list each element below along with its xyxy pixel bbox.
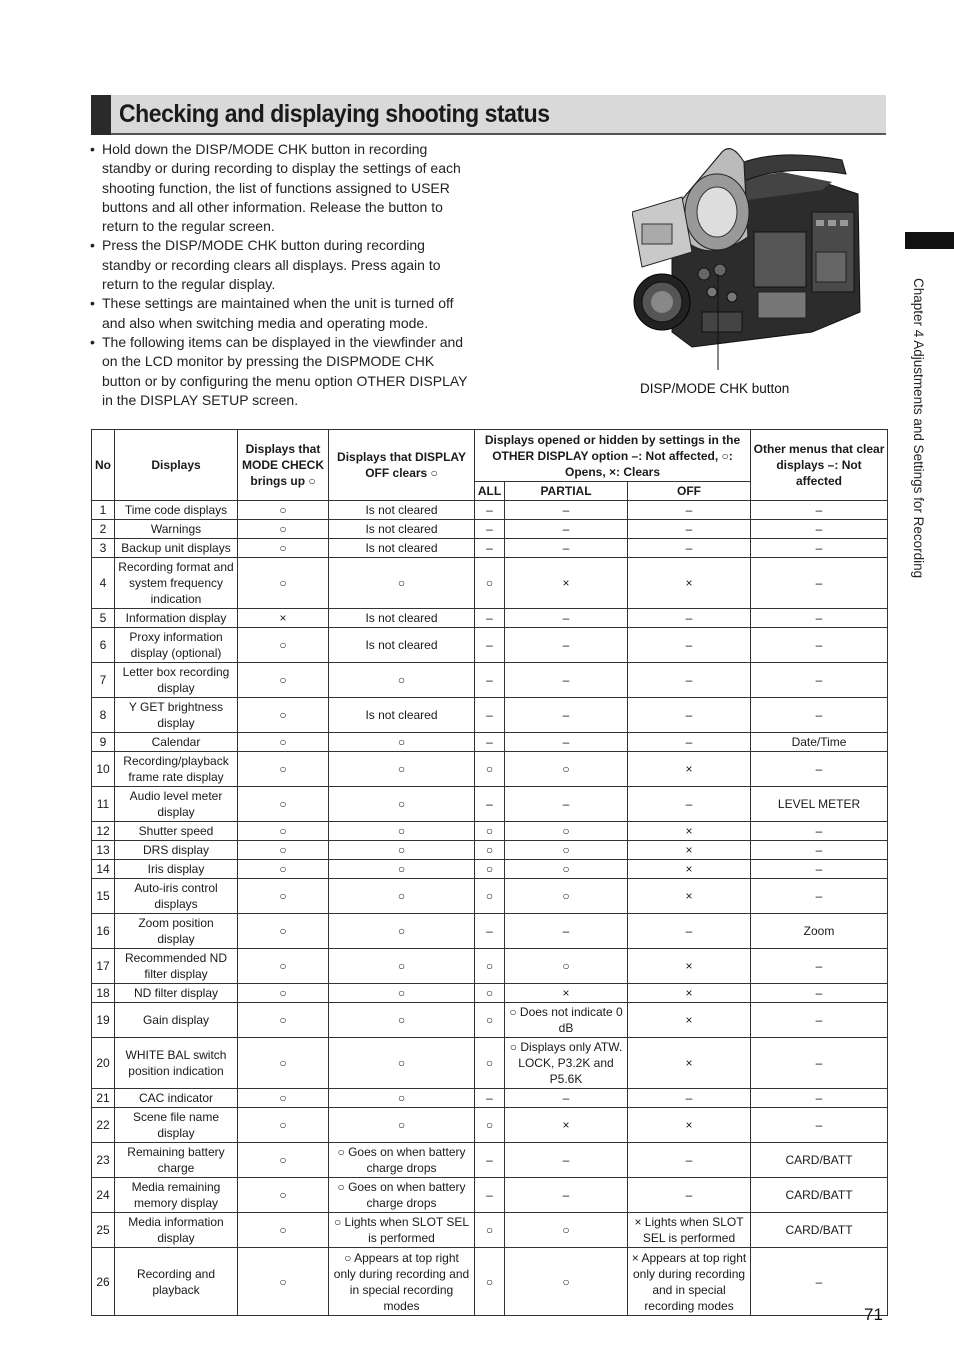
- cell-name: Audio level meter display: [115, 787, 238, 822]
- cell-other: –: [751, 1108, 888, 1143]
- cell-doff: ○: [329, 1003, 475, 1038]
- table-row: [92, 949, 888, 984]
- table-row: [92, 1089, 888, 1108]
- cell-doff: ○ Goes on when battery charge drops: [329, 1143, 475, 1178]
- cell-doff: ○: [329, 1038, 475, 1089]
- cell-all: ○: [475, 822, 505, 841]
- cell-no: 6: [92, 628, 115, 663]
- cell-partial: ×: [505, 984, 628, 1003]
- status-table: [91, 429, 888, 1316]
- table-row: [92, 860, 888, 879]
- cell-all: –: [475, 787, 505, 822]
- table-row: [92, 558, 888, 609]
- cell-all: ○: [475, 984, 505, 1003]
- table-row: [92, 1248, 888, 1316]
- cell-partial: –: [505, 1089, 628, 1108]
- cell-partial: ○ Does not indicate 0 dB: [505, 1003, 628, 1038]
- cell-other: –: [751, 752, 888, 787]
- cell-other: LEVEL METER: [751, 787, 888, 822]
- cell-name: Backup unit displays: [115, 539, 238, 558]
- cell-no: 11: [92, 787, 115, 822]
- cell-all: –: [475, 1143, 505, 1178]
- cell-doff: ○: [329, 841, 475, 860]
- cell-other: –: [751, 520, 888, 539]
- cell-partial: ○: [505, 841, 628, 860]
- cell-off: –: [628, 663, 751, 698]
- table-row: [92, 698, 888, 733]
- cell-partial: –: [505, 914, 628, 949]
- cell-other: –: [751, 860, 888, 879]
- cell-partial: ○: [505, 752, 628, 787]
- cell-name: Gain display: [115, 1003, 238, 1038]
- cell-other: –: [751, 1248, 888, 1316]
- cell-partial: ○: [505, 879, 628, 914]
- cell-other: CARD/BATT: [751, 1178, 888, 1213]
- cell-all: ○: [475, 860, 505, 879]
- cell-name: ND filter display: [115, 984, 238, 1003]
- header-display-off: Displays that DISPLAY OFF clears ○: [329, 430, 475, 501]
- title-marker: [91, 95, 111, 135]
- cell-partial: ○: [505, 822, 628, 841]
- cell-off: ×: [628, 860, 751, 879]
- cell-name: Recording format and system frequency indication: [115, 558, 238, 609]
- cell-mode: ○: [238, 822, 329, 841]
- cell-partial: ○: [505, 860, 628, 879]
- cell-mode: ○: [238, 787, 329, 822]
- table-row: [92, 609, 888, 628]
- cell-mode: ○: [238, 1178, 329, 1213]
- cell-doff: ○: [329, 822, 475, 841]
- bullet-item: • Press the DISP/MODE CHK button during recording standby or recording clears all displays. Press again to return to the regular display.: [90, 236, 470, 294]
- table-body: [92, 501, 888, 1316]
- cell-partial: –: [505, 539, 628, 558]
- cell-off: –: [628, 628, 751, 663]
- cell-doff: ○: [329, 663, 475, 698]
- cell-partial: ○: [505, 949, 628, 984]
- cell-mode: ○: [238, 628, 329, 663]
- cell-all: –: [475, 1178, 505, 1213]
- table-row: [92, 1108, 888, 1143]
- cell-doff: ○: [329, 914, 475, 949]
- cell-mode: ○: [238, 698, 329, 733]
- cell-off: –: [628, 733, 751, 752]
- cell-no: 1: [92, 501, 115, 520]
- cell-partial: ×: [505, 558, 628, 609]
- cell-no: 3: [92, 539, 115, 558]
- cell-all: ○: [475, 1248, 505, 1316]
- cell-no: 18: [92, 984, 115, 1003]
- table-row: [92, 984, 888, 1003]
- cell-doff: Is not cleared: [329, 501, 475, 520]
- header-no: No: [92, 430, 115, 501]
- cell-no: 13: [92, 841, 115, 860]
- cell-no: 2: [92, 520, 115, 539]
- cell-doff: ○: [329, 787, 475, 822]
- cell-off: –: [628, 520, 751, 539]
- chapter-side-label: Chapter 4 Adjustments and Settings for Recording: [911, 278, 926, 579]
- cell-mode: ○: [238, 1089, 329, 1108]
- cell-doff: Is not cleared: [329, 520, 475, 539]
- cell-mode: ○: [238, 520, 329, 539]
- cell-name: Information display: [115, 609, 238, 628]
- cell-off: ×: [628, 752, 751, 787]
- cell-partial: –: [505, 787, 628, 822]
- table-row: [92, 787, 888, 822]
- cell-name: CAC indicator: [115, 1089, 238, 1108]
- cell-no: 19: [92, 1003, 115, 1038]
- cell-name: Letter box recording display: [115, 663, 238, 698]
- cell-name: Y GET brightness display: [115, 698, 238, 733]
- instruction-list: [90, 140, 470, 410]
- cell-doff: ○ Goes on when battery charge drops: [329, 1178, 475, 1213]
- table-row: [92, 879, 888, 914]
- cell-name: Scene file name display: [115, 1108, 238, 1143]
- cell-all: –: [475, 1089, 505, 1108]
- cell-name: Time code displays: [115, 501, 238, 520]
- cell-mode: ○: [238, 914, 329, 949]
- cell-off: –: [628, 539, 751, 558]
- table-row: [92, 1178, 888, 1213]
- cell-doff: ○ Appears at top right only during recording and in special recording modes: [329, 1248, 475, 1316]
- cell-doff: ○: [329, 949, 475, 984]
- cell-mode: ○: [238, 860, 329, 879]
- cell-no: 5: [92, 609, 115, 628]
- cell-mode: ○: [238, 501, 329, 520]
- cell-all: ○: [475, 879, 505, 914]
- cell-all: ○: [475, 752, 505, 787]
- cell-all: –: [475, 663, 505, 698]
- cell-partial: –: [505, 609, 628, 628]
- cell-no: 21: [92, 1089, 115, 1108]
- cell-mode: ○: [238, 1003, 329, 1038]
- cell-off: –: [628, 914, 751, 949]
- cell-all: –: [475, 501, 505, 520]
- cell-partial: –: [505, 1143, 628, 1178]
- cell-partial: ○ Displays only ATW. LOCK, P3.2K and P5.6K: [505, 1038, 628, 1089]
- cell-name: Iris display: [115, 860, 238, 879]
- cell-other: –: [751, 698, 888, 733]
- cell-name: WHITE BAL switch position indication: [115, 1038, 238, 1089]
- cell-name: Recording/playback frame rate display: [115, 752, 238, 787]
- cell-no: 4: [92, 558, 115, 609]
- table-row: [92, 1003, 888, 1038]
- cell-all: –: [475, 539, 505, 558]
- cell-mode: ○: [238, 1108, 329, 1143]
- cell-all: –: [475, 520, 505, 539]
- cell-all: ○: [475, 1108, 505, 1143]
- cell-name: Auto-iris control displays: [115, 879, 238, 914]
- table-row: [92, 822, 888, 841]
- cell-off: ×: [628, 841, 751, 860]
- cell-doff: ○: [329, 1089, 475, 1108]
- cell-no: 16: [92, 914, 115, 949]
- figure-caption: DISP/MODE CHK button: [640, 381, 790, 396]
- cell-all: ○: [475, 949, 505, 984]
- cell-off: –: [628, 1143, 751, 1178]
- cell-no: 14: [92, 860, 115, 879]
- bullet-item: • The following items can be displayed in the viewfinder and on the LCD monitor by pressing the DISPMODE CHK button or by configuring the menu option OTHER DISPLAY in the DISPLAY SETUP screen.: [90, 333, 470, 410]
- cell-other: CARD/BATT: [751, 1143, 888, 1178]
- cell-doff: ○: [329, 1108, 475, 1143]
- cell-all: –: [475, 733, 505, 752]
- cell-off: –: [628, 1089, 751, 1108]
- cell-all: ○: [475, 1003, 505, 1038]
- cell-mode: ○: [238, 539, 329, 558]
- header-all: ALL: [475, 482, 505, 501]
- cell-off: ×: [628, 558, 751, 609]
- table-row: [92, 1038, 888, 1089]
- cell-all: –: [475, 628, 505, 663]
- cell-partial: –: [505, 733, 628, 752]
- cell-off: × Lights when SLOT SEL is performed: [628, 1213, 751, 1248]
- cell-other: CARD/BATT: [751, 1213, 888, 1248]
- cell-mode: ○: [238, 841, 329, 860]
- header-other-menus: Other menus that clear displays –: Not affected: [751, 430, 888, 501]
- cell-off: × Appears at top right only during recording and in special recording modes: [628, 1248, 751, 1316]
- cell-off: –: [628, 1178, 751, 1213]
- cell-doff: Is not cleared: [329, 698, 475, 733]
- cell-mode: ○: [238, 949, 329, 984]
- cell-partial: ○: [505, 1213, 628, 1248]
- cell-no: 20: [92, 1038, 115, 1089]
- cell-no: 8: [92, 698, 115, 733]
- section-title-bar: [91, 95, 886, 135]
- page-title: Checking and displaying shooting status: [119, 100, 550, 128]
- cell-all: ○: [475, 558, 505, 609]
- cell-partial: –: [505, 698, 628, 733]
- cell-mode: ×: [238, 609, 329, 628]
- cell-other: –: [751, 984, 888, 1003]
- cell-off: ×: [628, 1108, 751, 1143]
- cell-off: –: [628, 787, 751, 822]
- cell-partial: ○: [505, 1248, 628, 1316]
- table-row: [92, 539, 888, 558]
- cell-partial: –: [505, 628, 628, 663]
- cell-doff: ○: [329, 558, 475, 609]
- cell-off: –: [628, 609, 751, 628]
- table-row: [92, 1143, 888, 1178]
- cell-other: Zoom: [751, 914, 888, 949]
- cell-no: 23: [92, 1143, 115, 1178]
- cell-no: 26: [92, 1248, 115, 1316]
- cell-other: –: [751, 558, 888, 609]
- cell-all: ○: [475, 1038, 505, 1089]
- cell-doff: ○ Lights when SLOT SEL is performed: [329, 1213, 475, 1248]
- cell-no: 9: [92, 733, 115, 752]
- camera-illustration: [632, 142, 864, 370]
- cell-mode: ○: [238, 984, 329, 1003]
- cell-no: 24: [92, 1178, 115, 1213]
- table-row: [92, 663, 888, 698]
- table-row: [92, 501, 888, 520]
- cell-name: Zoom position display: [115, 914, 238, 949]
- cell-off: –: [628, 501, 751, 520]
- header-off: OFF: [628, 482, 751, 501]
- cell-no: 15: [92, 879, 115, 914]
- cell-all: ○: [475, 841, 505, 860]
- cell-other: –: [751, 539, 888, 558]
- header-partial: PARTIAL: [505, 482, 628, 501]
- cell-no: 22: [92, 1108, 115, 1143]
- cell-other: –: [751, 841, 888, 860]
- cell-other: Date/Time: [751, 733, 888, 752]
- cell-partial: –: [505, 520, 628, 539]
- cell-name: Remaining battery charge: [115, 1143, 238, 1178]
- cell-other: –: [751, 663, 888, 698]
- chapter-tab-marker: [905, 232, 954, 249]
- bullet-item: • Hold down the DISP/MODE CHK button in recording standby or during recording to display the settings of each shooting function, the list of functions assigned to USER buttons and all other information. Release the button to return to the regular screen.: [90, 140, 470, 236]
- table-row: [92, 914, 888, 949]
- cell-doff: ○: [329, 752, 475, 787]
- cell-mode: ○: [238, 663, 329, 698]
- cell-partial: ×: [505, 1108, 628, 1143]
- cell-mode: ○: [238, 752, 329, 787]
- cell-off: ×: [628, 984, 751, 1003]
- cell-off: ×: [628, 1038, 751, 1089]
- page-number: 71: [864, 1305, 883, 1324]
- cell-doff: Is not cleared: [329, 539, 475, 558]
- cell-all: –: [475, 609, 505, 628]
- cell-other: –: [751, 609, 888, 628]
- cell-doff: Is not cleared: [329, 609, 475, 628]
- cell-partial: –: [505, 663, 628, 698]
- table-row: [92, 841, 888, 860]
- cell-other: –: [751, 1003, 888, 1038]
- cell-name: Shutter speed: [115, 822, 238, 841]
- cell-name: Recommended ND filter display: [115, 949, 238, 984]
- cell-off: ×: [628, 879, 751, 914]
- table-row: [92, 1213, 888, 1248]
- cell-other: –: [751, 501, 888, 520]
- cell-name: Recording and playback: [115, 1248, 238, 1316]
- cell-doff: ○: [329, 879, 475, 914]
- cell-name: Calendar: [115, 733, 238, 752]
- cell-mode: ○: [238, 1213, 329, 1248]
- table-row: [92, 520, 888, 539]
- cell-other: –: [751, 879, 888, 914]
- cell-all: ○: [475, 1213, 505, 1248]
- cell-name: DRS display: [115, 841, 238, 860]
- cell-partial: –: [505, 501, 628, 520]
- table-row: [92, 628, 888, 663]
- cell-doff: ○: [329, 733, 475, 752]
- header-mode-check: Displays that MODE CHECK brings up ○: [238, 430, 329, 501]
- cell-name: Media remaining memory display: [115, 1178, 238, 1213]
- header-displays: Displays: [115, 430, 238, 501]
- cell-other: –: [751, 822, 888, 841]
- cell-off: ×: [628, 1003, 751, 1038]
- cell-name: Media information display: [115, 1213, 238, 1248]
- cell-other: –: [751, 628, 888, 663]
- cell-name: Proxy information display (optional): [115, 628, 238, 663]
- table-row: [92, 752, 888, 787]
- bullet-item: • These settings are maintained when the unit is turned off and also when switching media and operating mode.: [90, 294, 470, 333]
- cell-off: ×: [628, 822, 751, 841]
- cell-no: 7: [92, 663, 115, 698]
- cell-mode: ○: [238, 558, 329, 609]
- cell-partial: –: [505, 1178, 628, 1213]
- cell-mode: ○: [238, 733, 329, 752]
- cell-all: –: [475, 914, 505, 949]
- cell-no: 12: [92, 822, 115, 841]
- cell-mode: ○: [238, 879, 329, 914]
- cell-no: 17: [92, 949, 115, 984]
- table-row: [92, 733, 888, 752]
- cell-other: –: [751, 949, 888, 984]
- cell-mode: ○: [238, 1038, 329, 1089]
- cell-off: –: [628, 698, 751, 733]
- cell-doff: Is not cleared: [329, 628, 475, 663]
- cell-mode: ○: [238, 1143, 329, 1178]
- cell-doff: ○: [329, 984, 475, 1003]
- header-other-display: Displays opened or hidden by settings in the OTHER DISPLAY option –: Not affected, ○: Opens, ×: Clears: [475, 430, 751, 482]
- cell-name: Warnings: [115, 520, 238, 539]
- cell-all: –: [475, 698, 505, 733]
- cell-off: ×: [628, 949, 751, 984]
- cell-no: 25: [92, 1213, 115, 1248]
- cell-other: –: [751, 1089, 888, 1108]
- cell-other: –: [751, 1038, 888, 1089]
- cell-doff: ○: [329, 860, 475, 879]
- cell-mode: ○: [238, 1248, 329, 1316]
- cell-no: 10: [92, 752, 115, 787]
